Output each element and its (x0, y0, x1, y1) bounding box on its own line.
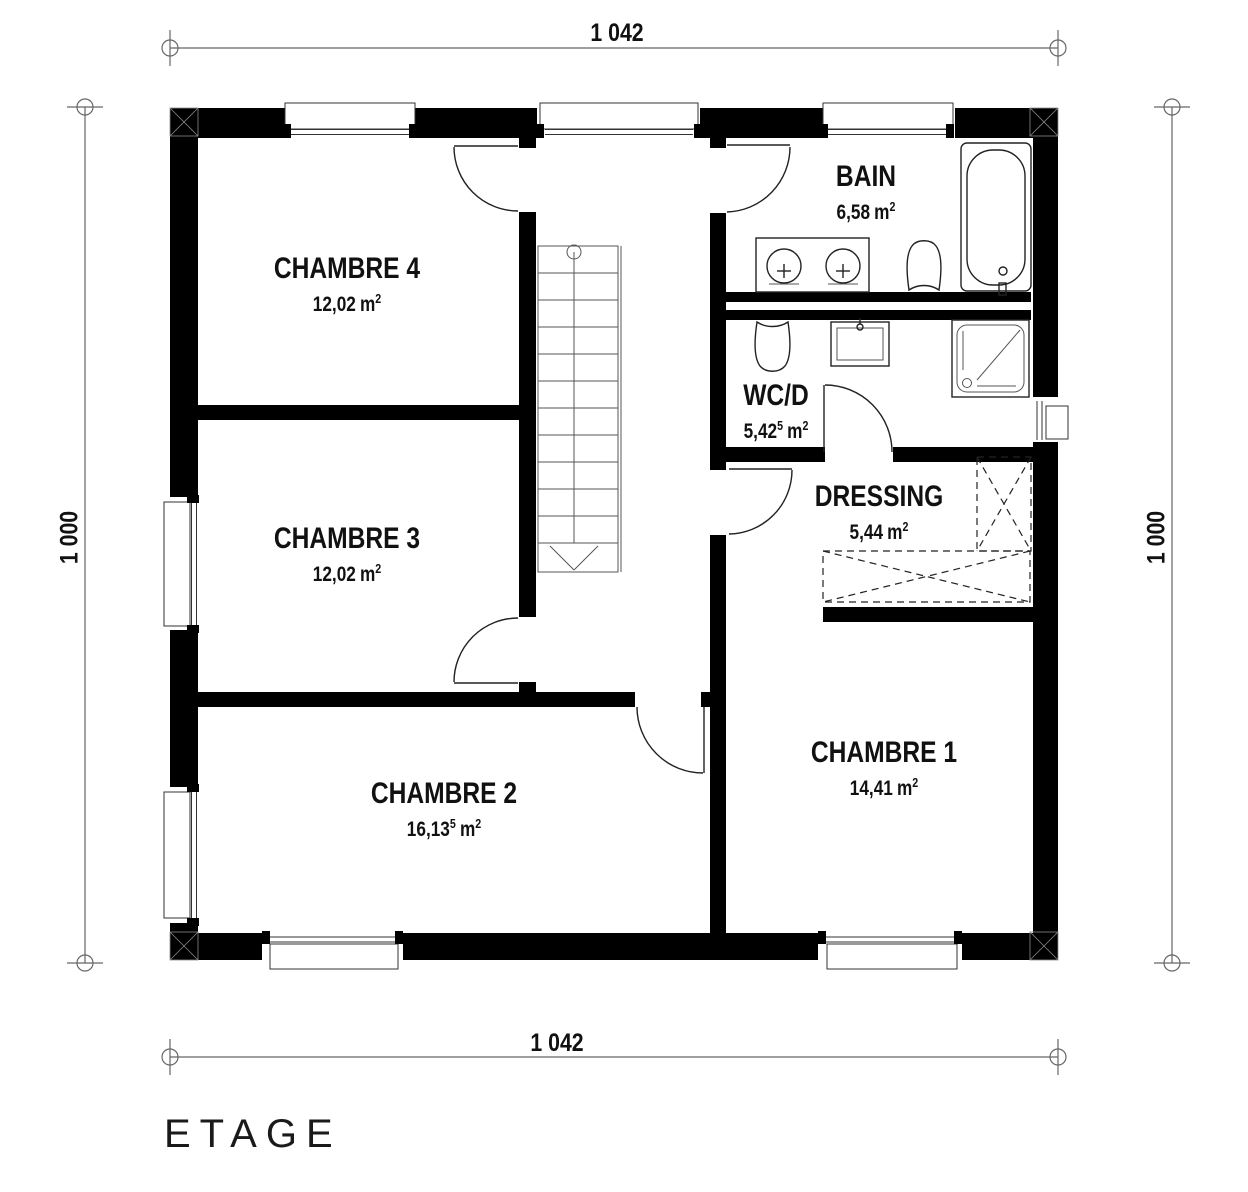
room-name: CHAMBRE 4 (273, 252, 421, 285)
room-area: 16,13$^5$ $m^2$ (406, 816, 482, 841)
room-area: 12,02 $m^2$ (312, 291, 382, 316)
room-name: CHAMBRE 2 (370, 777, 518, 810)
dimension-bottom: 1 042 (530, 1029, 584, 1057)
room-area: 5,42$^5$ $m^2$ (743, 418, 809, 443)
shower (952, 320, 1029, 397)
room-name: DRESSING (814, 480, 944, 513)
room-chambre-3 (224, 523, 470, 587)
room-area: 6,58 $m^2$ (836, 199, 896, 224)
room-wcd (653, 380, 899, 444)
room-name: BAIN (835, 160, 897, 193)
dimension-top: 1 042 (590, 19, 644, 47)
room-bain (743, 161, 989, 225)
stairs (538, 245, 621, 572)
toilet-bain (907, 241, 941, 290)
room-chambre-2 (321, 778, 567, 842)
dimension-right: 1 000 (1142, 510, 1171, 565)
washbasin-wcd (831, 318, 889, 366)
room-area: 14,41 $m^2$ (849, 775, 919, 800)
room-name: CHAMBRE 3 (273, 522, 421, 555)
room-name: CHAMBRE 1 (810, 736, 958, 769)
room-area: 5,44 $m^2$ (849, 519, 909, 544)
room-name: WC/D (743, 379, 809, 412)
dimension-left: 1 000 (55, 510, 84, 565)
double-washbasin (756, 238, 869, 292)
room-chambre-4 (224, 253, 470, 317)
room-chambre-1 (761, 737, 1007, 801)
toilet-wcd (755, 322, 790, 371)
room-area: 12,02 $m^2$ (312, 561, 382, 586)
floor-title: ETAGE (164, 1112, 342, 1156)
room-dressing (756, 481, 1002, 545)
